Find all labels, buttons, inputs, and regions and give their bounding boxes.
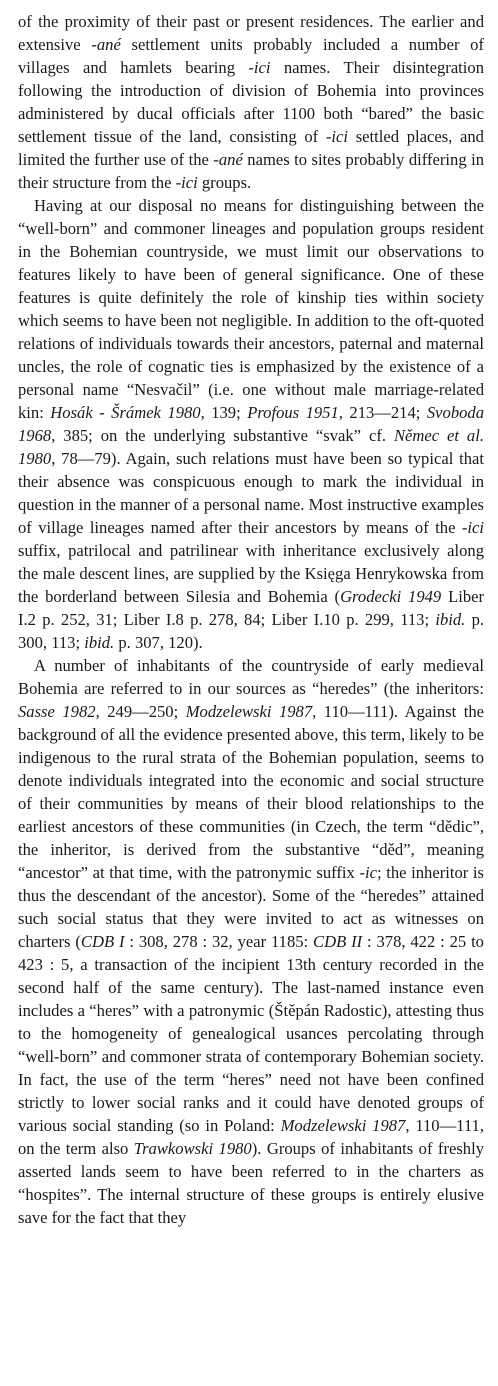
paragraph-settlement-names: of the proximity of their past or present residences. The earlier and extensive -ané settlement units probably included a number of villages and hamlets bearing -ici names. Their disintegration following the introduction of division of Bohemia into provinces administered by ducal officials after 1100 both “bared” the basic settlement tissue of the land, consisting of -ici settled places, and limited the further use of the -ané names to sites probably differing in their structure from the -ici groups. (18, 12, 484, 192)
paragraph-heredes: A number of inhabitants of the countryside of early medieval Bohemia are referred to in our sources as “heredes” (the inheritors: Sasse 1982, 249—250; Modzelewski 1987, 110—111). Against the background of all the evidence presented above, this term, likely to be indigenous to the rural strata of the Bohemian population, seems to denote individuals integrated into the economic and social structure of their communities by means of their blood relationships to the earliest ancestors of these communities (in Czech, the term “dědic”, the inheritor, is derived from the substantive “děd”, meaning “ancestor” at that time, with the patronymic suffix -ic; the inheritor is thus the descendant of the ancestor). Some of the “heredes” attained such social status that they were invited to act as witnesses on charters (CDB I : 308, 278 : 32, year 1185: CDB II : 378, 422 : 25 to 423 : 5, a transaction of the incipient 13th century recorded in the second half of the same century). The last-named instance even includes a “heres” with a patronymic (Štěpán Radostic), attesting thus to the homogeneity of genealogical usances percolating through “well-born” and commoner strata of contemporary Bohemian society. In fact, the use of the term “heres” need not have been confined strictly to lower social ranks and it could have denoted groups of various social standing (so in Poland: Modzelewski 1987, 110—111, on the term also Trawkowski 1980). Groups of inhabitants of freshly asserted lands seem to have been referred to in the charters as “hospites”. The internal structure of these groups is entirely elusive save for the fact that they (18, 656, 484, 1227)
paragraph-kinship-ties: Having at our disposal no means for distinguishing between the “well-born” and commoner lineages and population groups resident in the Bohemian countryside, we must limit our observations to features likely to have been of general significance. One of these features is quite definitely the role of kinship ties within society which seems to have been not negligible. In addition to the oft-quoted relations of individuals towards their ancestors, paternal and maternal uncles, the role of cognatic ties is emphasized by the existence of a personal name “Nesvačil” (i.e. one without male marriage-related kin: Hosák - Šrámek 1980, 139; Profous 1951, 213—214; Svoboda 1968, 385; on the underlying substantive “svak” cf. Němec et al. 1980, 78—79). Again, such relations must have been so typical that their absence was conspicuous enough to mark the individual in question in the manner of a personal name. Most instructive examples of village lineages named after their ancestors by means of the -ici suffix, patrilocal and patrilinear with inheritance exclusively along the male descent lines, are supplied by the Księga Henrykowska from the borderland between Silesia and Bohemia (Grodecki 1949 Liber I.2 p. 252, 31; Liber I.8 p. 278, 84; Liber I.10 p. 299, 113; ibid. p. 300, 113; ibid. p. 307, 120). (18, 196, 485, 652)
